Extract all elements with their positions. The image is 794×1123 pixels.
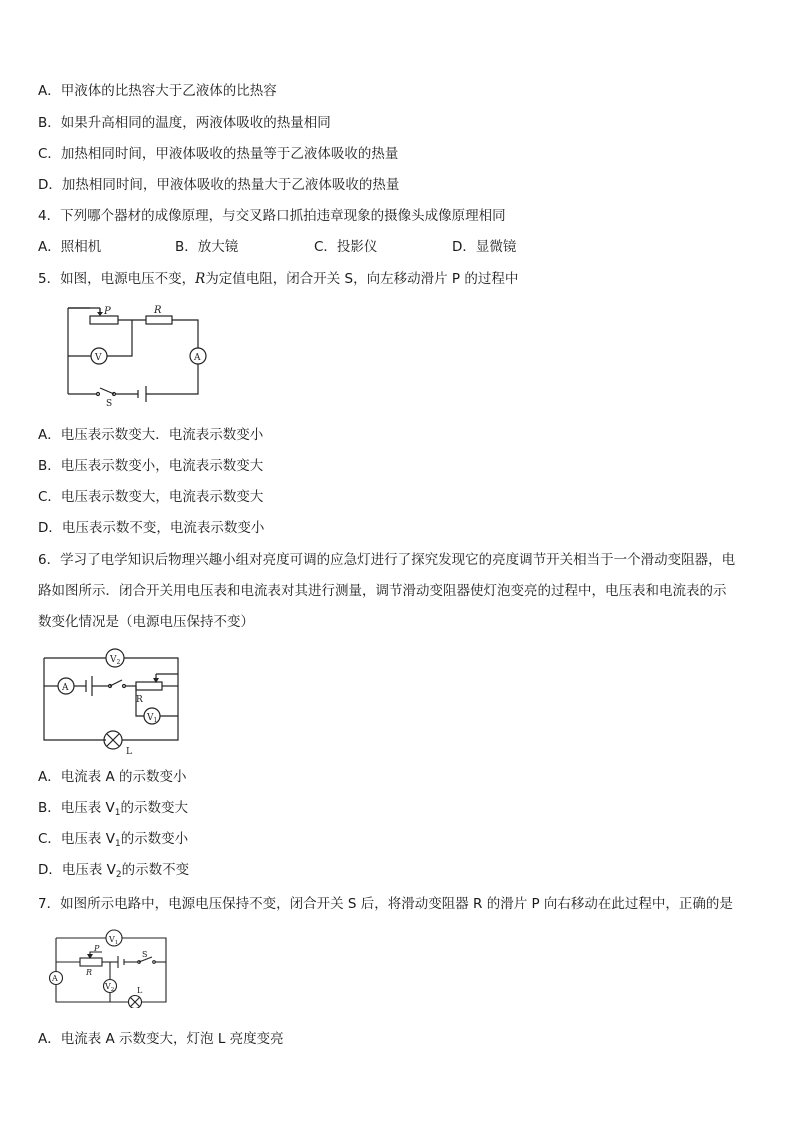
q6-stem-line1: 6．学习了电学知识后物理兴趣小组对亮度可调的应急灯进行了探究发现它的亮度调节开关相当于一个滑动变阻器，电 <box>38 552 736 568</box>
q5-label-r: R <box>154 305 162 316</box>
q5-voltmeter-label: V <box>95 353 102 363</box>
q4-stem: 4．下列哪个器材的成像原理，与交叉路口抓拍违章现象的摄像头成像原理相同 <box>38 208 506 224</box>
q5-option-d: D．电压表示数不变，电流表示数变小 <box>38 520 265 536</box>
q7-label-r: R <box>86 968 93 977</box>
q3-option-c: C．加热相同时间，甲液体吸收的热量等于乙液体吸收的热量 <box>38 146 399 162</box>
q5-switch-label: S <box>106 399 113 409</box>
q3-option-b: B．如果升高相同的温度，两液体吸收的热量相同 <box>38 115 331 131</box>
q5-option-c: C．电压表示数变大，电流表示数变大 <box>38 489 264 505</box>
q5-option-a: A．电压表示数变大．电流表示数变小 <box>38 427 264 443</box>
q7-option-a: A．电流表 A 示数变大，灯泡 L 亮度变亮 <box>38 1031 284 1047</box>
q7-ammeter-label: A <box>52 974 58 983</box>
q6-stem-line2: 路如图所示．闭合开关用电压表和电流表对其进行测量，调节滑动变阻器使灯泡变亮的过程中，电压表和电流表的示 <box>38 583 727 599</box>
q4-option-a: A．照相机 <box>38 239 102 255</box>
q7-label-p: P <box>94 944 100 953</box>
q6-stem-line3: 数变化情况是（电源电压保持不变） <box>38 614 254 630</box>
q3-option-d: D．加热相同时间，甲液体吸收的热量大于乙液体吸收的热量 <box>38 177 400 193</box>
q4-option-c: C．投影仪 <box>314 239 378 255</box>
q5-circuit-diagram <box>60 300 220 410</box>
q4-option-d: D．显微镜 <box>452 239 517 255</box>
q5-stem: 5．如图，电源电压不变，R为定值电阻，闭合开关 S，向左移动滑片 P 的过程中 <box>38 271 519 287</box>
q6-circuit-diagram <box>38 644 188 756</box>
q6-v1-label: $V_1$ <box>147 713 158 724</box>
q6-ammeter-label: A <box>62 683 69 693</box>
q6-lamp-label: L <box>126 747 132 756</box>
q6-rheostat-label: R <box>136 695 143 705</box>
q7-lamp-label: L <box>137 986 143 995</box>
q7-stem: 7．如图所示电路中，电源电压保持不变，闭合开关 S 后，将滑动变阻器 R 的滑片 P 向右移动在此过程中，正确的是 <box>38 896 733 912</box>
q6-v2-label: $V_2$ <box>110 655 121 666</box>
q5-label-p: P <box>104 306 111 317</box>
q6-option-a: A．电流表 A 的示数变小 <box>38 769 187 785</box>
q4-option-b: B．放大镜 <box>175 239 239 255</box>
q7-switch-label: S <box>142 950 148 959</box>
q6-option-c: C．电压表 $V_1$的示数变小 <box>38 831 189 849</box>
q3-option-a: A．甲液体的比热容大于乙液体的比热容 <box>38 83 277 99</box>
q5-option-b: B．电压表示数变小，电流表示数变大 <box>38 458 264 474</box>
q6-option-b: B．电压表 $V_1$的示数变大 <box>38 800 189 818</box>
q6-option-d: D．电压表 $V_2$的示数不变 <box>38 862 190 880</box>
q7-circuit-diagram <box>42 928 174 1008</box>
q5-ammeter-label: A <box>194 353 201 363</box>
q7-v2-label: $V_2$ <box>105 982 115 993</box>
q7-v1-label: $V_1$ <box>109 935 119 946</box>
